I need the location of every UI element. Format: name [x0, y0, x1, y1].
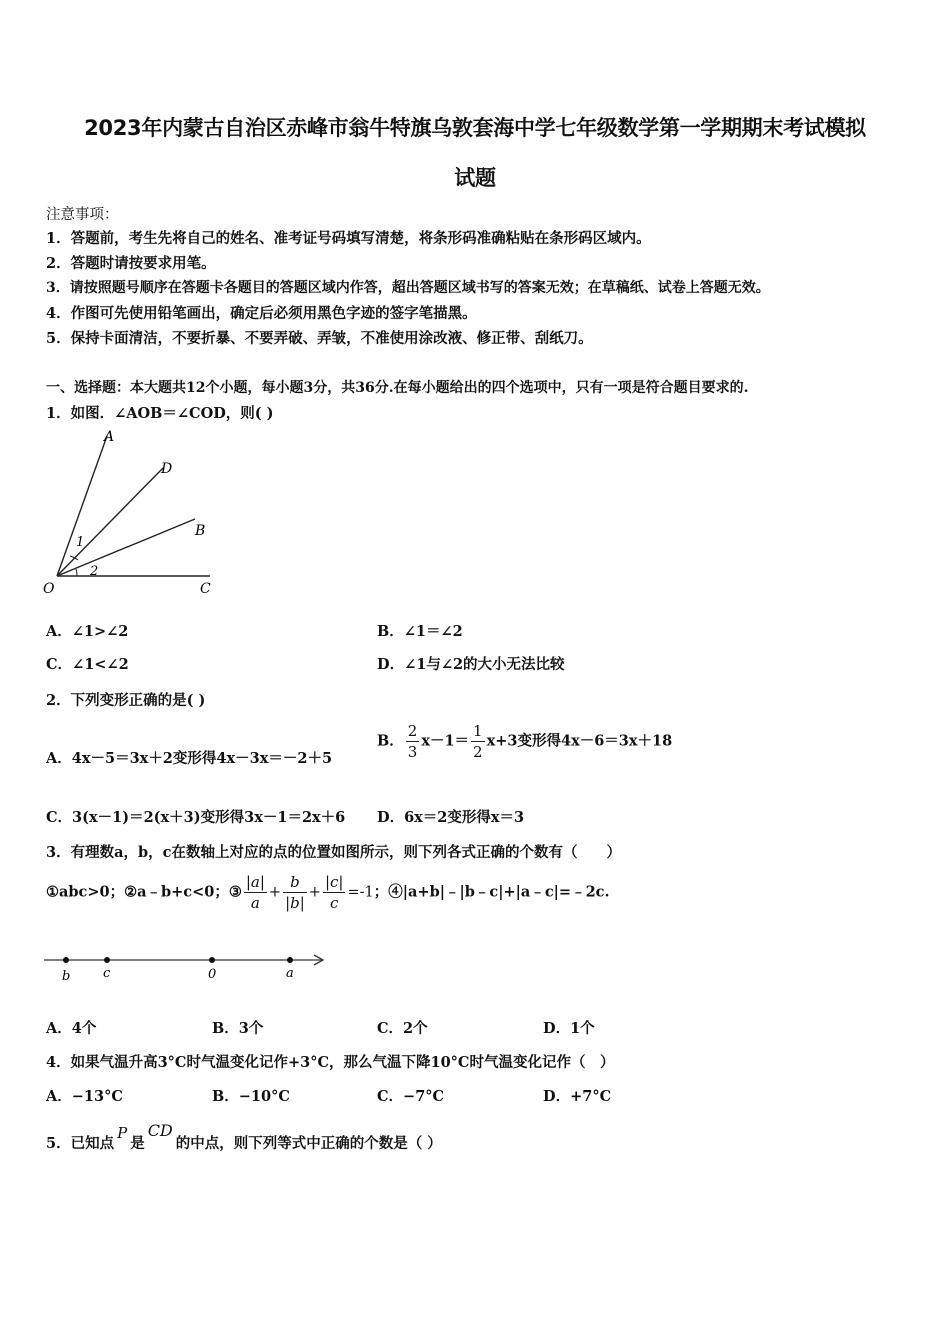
q3-frac-a-num: |a|: [245, 873, 265, 891]
q3-stem: 3．有理数a，b，c在数轴上对应的点的位置如图所示，则下列各式正确的个数有（ ）: [46, 844, 621, 861]
q2-b-frac-1-num: 2: [407, 722, 418, 740]
q3-option-a[interactable]: A．4个: [46, 1020, 97, 1037]
label-angle-2: 2: [90, 564, 99, 579]
q3-frac-c-num: |c|: [324, 873, 344, 891]
q3-frac-c: [323, 873, 346, 912]
q3-option-b[interactable]: B．3个: [212, 1020, 264, 1037]
notice-item-2: 2．答题时请按要求用笔。: [46, 255, 216, 272]
q5-point-p: P: [117, 1124, 128, 1142]
notice-item-3: 3．请按照题号顺序在答题卡各题目的答题区域内作答，超出答题区域书写的答案无效；在草稿纸、试卷上答题无效。: [46, 280, 770, 296]
q3-option-d[interactable]: D．1个: [543, 1020, 595, 1037]
q5-segment-cd: CD: [147, 1121, 173, 1140]
notice-item-1: 1．答题前，考生先将自己的姓名、准考证号码填写清楚，将条形码准确粘贴在条形码区域内。: [46, 230, 651, 247]
q3-option-c[interactable]: C．2个: [377, 1020, 428, 1037]
q2-option-d[interactable]: D．6x＝2变形得x＝3: [377, 809, 525, 826]
q3-frac-a-den: a: [250, 894, 260, 912]
q1-option-d[interactable]: D．∠1与∠2的大小无法比较: [377, 656, 565, 673]
point-b: [63, 957, 69, 963]
notice-heading: 注意事项：: [46, 207, 119, 223]
point-a: [287, 957, 293, 963]
q4-option-b[interactable]: B．−10°C: [212, 1088, 290, 1105]
q2-b-frac-2: [471, 722, 485, 761]
q5-prefix: 5．已知点: [46, 1135, 115, 1152]
ray-oa: [57, 436, 107, 576]
q3-frac-b-num: b: [283, 873, 307, 893]
label-angle-1: 1: [76, 535, 85, 550]
q3-frac-b-den: |b|: [285, 894, 305, 912]
axis-label-c: c: [103, 966, 111, 981]
section-heading: 一、选择题：本大题共12个小题，每小题3分，共36分.在每小题给出的四个选项中，只有一项是符合题目要求的.: [46, 380, 749, 396]
exam-title-line2: 试题: [454, 166, 496, 190]
point-zero: [209, 957, 215, 963]
point-c: [104, 957, 110, 963]
q2-b-mid: x－1＝: [421, 732, 470, 750]
q3-plus-2: +: [308, 884, 321, 901]
q1-angle-figure: [40, 428, 230, 600]
q3-frac-b: [283, 873, 307, 912]
q1-option-a[interactable]: A．∠1>∠2: [46, 623, 129, 640]
q4-option-a[interactable]: A．−13°C: [46, 1088, 123, 1105]
q4-option-d[interactable]: D．+7°C: [543, 1088, 612, 1105]
q3-plus-1: +: [268, 884, 282, 901]
q3-frac-a: [244, 873, 267, 912]
label-b: B: [195, 523, 206, 539]
q1-option-c[interactable]: C．∠1<∠2: [46, 656, 129, 673]
q3-number-line: [40, 948, 330, 986]
q3-frac-c-den: c: [330, 894, 339, 912]
q3-statement-4: ；④|a+b|﹣|b﹣c|+|a﹣c|=﹣2c.: [373, 883, 610, 901]
ray-od: [57, 468, 163, 576]
q3-statements: [46, 873, 610, 912]
label-c: C: [200, 581, 211, 597]
q2-b-frac-2-num: 1: [473, 722, 483, 740]
q3-equals: =-1: [347, 884, 374, 901]
axis-label-a: a: [286, 966, 294, 981]
q2-b-prefix: B．: [377, 732, 404, 750]
q5-suffix: 的中点，则下列等式中正确的个数是（ ）: [175, 1135, 442, 1152]
q5-stem: [46, 1121, 442, 1153]
axis-label-zero: 0: [208, 967, 217, 982]
q4-stem: 4．如果气温升高3°C时气温变化记作+3°C，那么气温下降10°C时气温变化记作（ ）: [46, 1054, 615, 1071]
label-a: A: [104, 429, 115, 445]
exam-title-line1: 2023年内蒙古自治区赤峰市翁牛特旗乌敦套海中学七年级数学第一学期期末考试模拟: [84, 116, 866, 140]
q2-option-a[interactable]: A．4x－5＝3x＋2变形得4x－3x＝－2＋5: [46, 750, 333, 767]
q4-option-c[interactable]: C．−7°C: [377, 1088, 445, 1105]
q1-stem: 1．如图．∠AOB＝∠COD，则( ): [46, 405, 274, 422]
q5-is: 是: [130, 1135, 145, 1152]
notice-item-5: 5．保持卡面清洁，不要折暴、不要弄破、弄皱，不准使用涂改液、修正带、刮纸刀。: [46, 330, 593, 347]
notice-item-4: 4．作图可先使用铅笔画出，确定后必须用黑色字迹的签字笔描黑。: [46, 305, 477, 322]
q2-b-frac-2-den: 2: [473, 743, 483, 761]
q2-option-b[interactable]: [377, 722, 672, 761]
label-d: D: [161, 461, 173, 477]
angle-2-arc: [76, 569, 77, 576]
q2-b-suffix: x+3变形得4x－6＝3x＋18: [486, 732, 673, 750]
q2-b-frac-1: [406, 722, 420, 761]
q2-b-frac-1-den: 3: [407, 743, 418, 761]
axis-label-b: b: [62, 969, 71, 984]
q2-stem: 2．下列变形正确的是( ): [46, 692, 206, 709]
q1-option-b[interactable]: B．∠1＝∠2: [377, 623, 463, 640]
label-o: O: [43, 581, 55, 597]
q2-option-c[interactable]: C．3(x－1)＝2(x＋3)变形得3x－1＝2x＋6: [46, 809, 346, 826]
q3-statement-1-2: ①abc>0；②a﹣b+c<0；③: [46, 883, 242, 901]
